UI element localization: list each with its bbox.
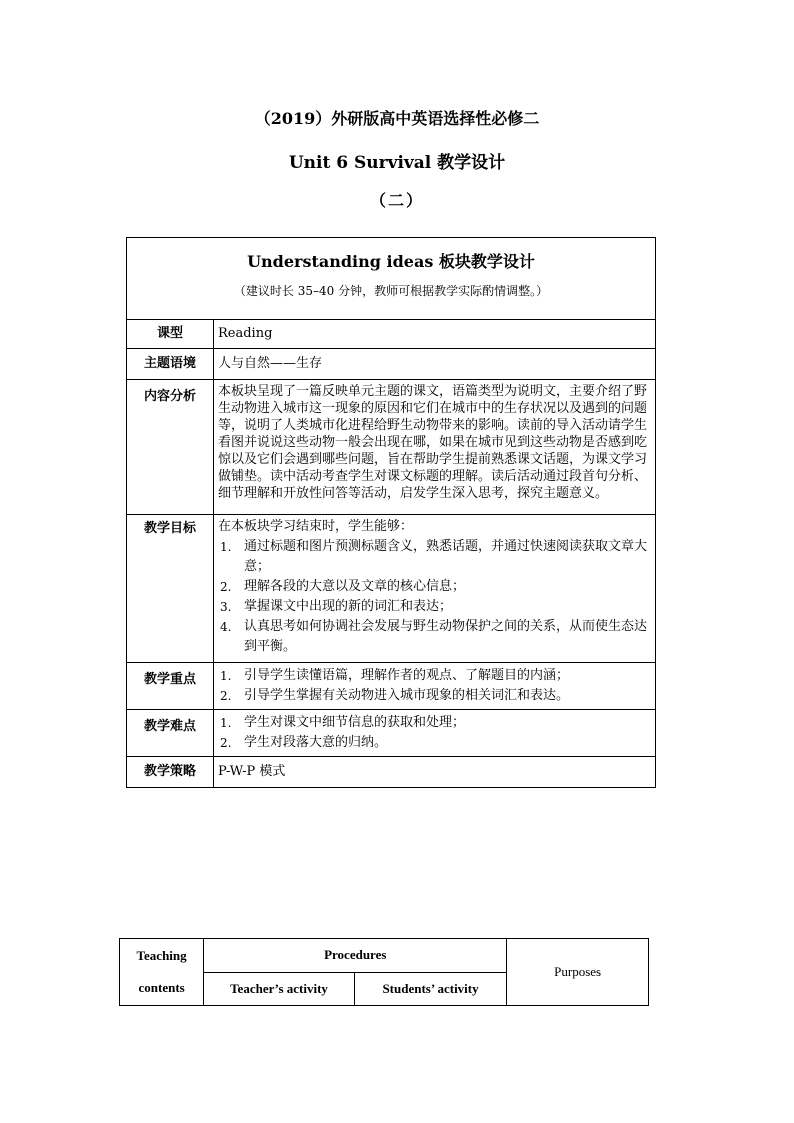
purposes-header: Purposes <box>507 939 649 1006</box>
teaching-objectives-cell <box>214 515 656 663</box>
document-title: （2019）外研版高中英语选择性必修二 <box>254 109 540 128</box>
lesson-design-table <box>126 237 656 788</box>
students-activity-header: Students’ activity <box>354 972 507 1006</box>
row-label-lesson-type: 课型 <box>127 320 214 349</box>
part-number: （二） <box>369 191 424 210</box>
row-label-teaching-objectives: 教学目标 <box>127 515 214 663</box>
list-item: 2. 引导学生掌握有关动物进入城市现象的相关词汇和表达。 <box>220 688 570 703</box>
objectives-intro: 在本板块学习结束时，学生能够： <box>218 519 414 534</box>
key-points-cell <box>214 663 656 710</box>
list-item: 1. 通过标题和图片预测标题含义，熟悉话题，并通过快速阅读获取文章大意； <box>220 539 648 574</box>
strategy-value: P-W-P 模式 <box>214 757 656 788</box>
row-label-content-analysis: 内容分析 <box>127 380 214 515</box>
row-label-difficulties: 教学难点 <box>127 710 214 757</box>
list-item: 2. 理解各段的大意以及文章的核心信息； <box>220 579 466 594</box>
content-analysis-text: 本板块呈现了一篇反映单元主题的课文，语篇类型为说明文，主要介绍了野生动物进入城市这一现象的原因和它们在城市中的生存状况以及遇到的问题等，说明了人类城市化进程给野生动物带来的影响。读前的导入活动请学生看图并说说这些动物一般会出现在哪，如果在城市见到这些动物是否感到吃惊以及它们会遇到哪些问题，旨在帮助学生提前熟悉课文话题，为课文学习做铺垫。读中活动考查学生对课文标题的理解。读后活动通过段首句分析、细节理解和开放性问答等活动，启发学生深入思考，探究主题意义。 <box>214 380 656 515</box>
duration-note: （建议时长 35–40 分钟，教师可根据教学实际酌情调整。） <box>233 284 549 298</box>
list-item: 1. 引导学生读懂语篇，理解作者的观点、了解题目的内涵； <box>220 668 570 683</box>
objectives-list <box>218 537 651 657</box>
theme-context-value: 人与自然——生存 <box>214 349 656 380</box>
unit-title: Unit 6 Survival 教学设计 <box>288 153 506 173</box>
procedures-header: Procedures <box>204 939 507 973</box>
table-title: Understanding ideas 板块教学设计 <box>247 252 535 271</box>
list-item: 4. 认真思考如何协调社会发展与野生动物保护之间的关系，从而使生态达到平衡。 <box>220 619 648 654</box>
lesson-type-value: Reading <box>214 320 656 349</box>
difficulties-list <box>218 713 651 753</box>
row-label-key-points: 教学重点 <box>127 663 214 710</box>
row-label-theme-context: 主题语境 <box>127 349 214 380</box>
table-header <box>127 238 656 320</box>
row-label-strategy: 教学策略 <box>127 757 214 788</box>
list-item: 1. 学生对课文中细节信息的获取和处理； <box>220 715 466 730</box>
teacher-activity-header: Teacher’s activity <box>204 972 355 1006</box>
difficulties-cell <box>214 710 656 757</box>
procedures-table <box>119 938 649 1006</box>
list-item: 2. 学生对段落大意的归纳。 <box>220 735 388 750</box>
list-item: 3. 掌握课文中出现的新的词汇和表达； <box>220 599 453 614</box>
teaching-contents-header: Teaching contents <box>120 939 204 1006</box>
key-points-list <box>218 666 651 706</box>
